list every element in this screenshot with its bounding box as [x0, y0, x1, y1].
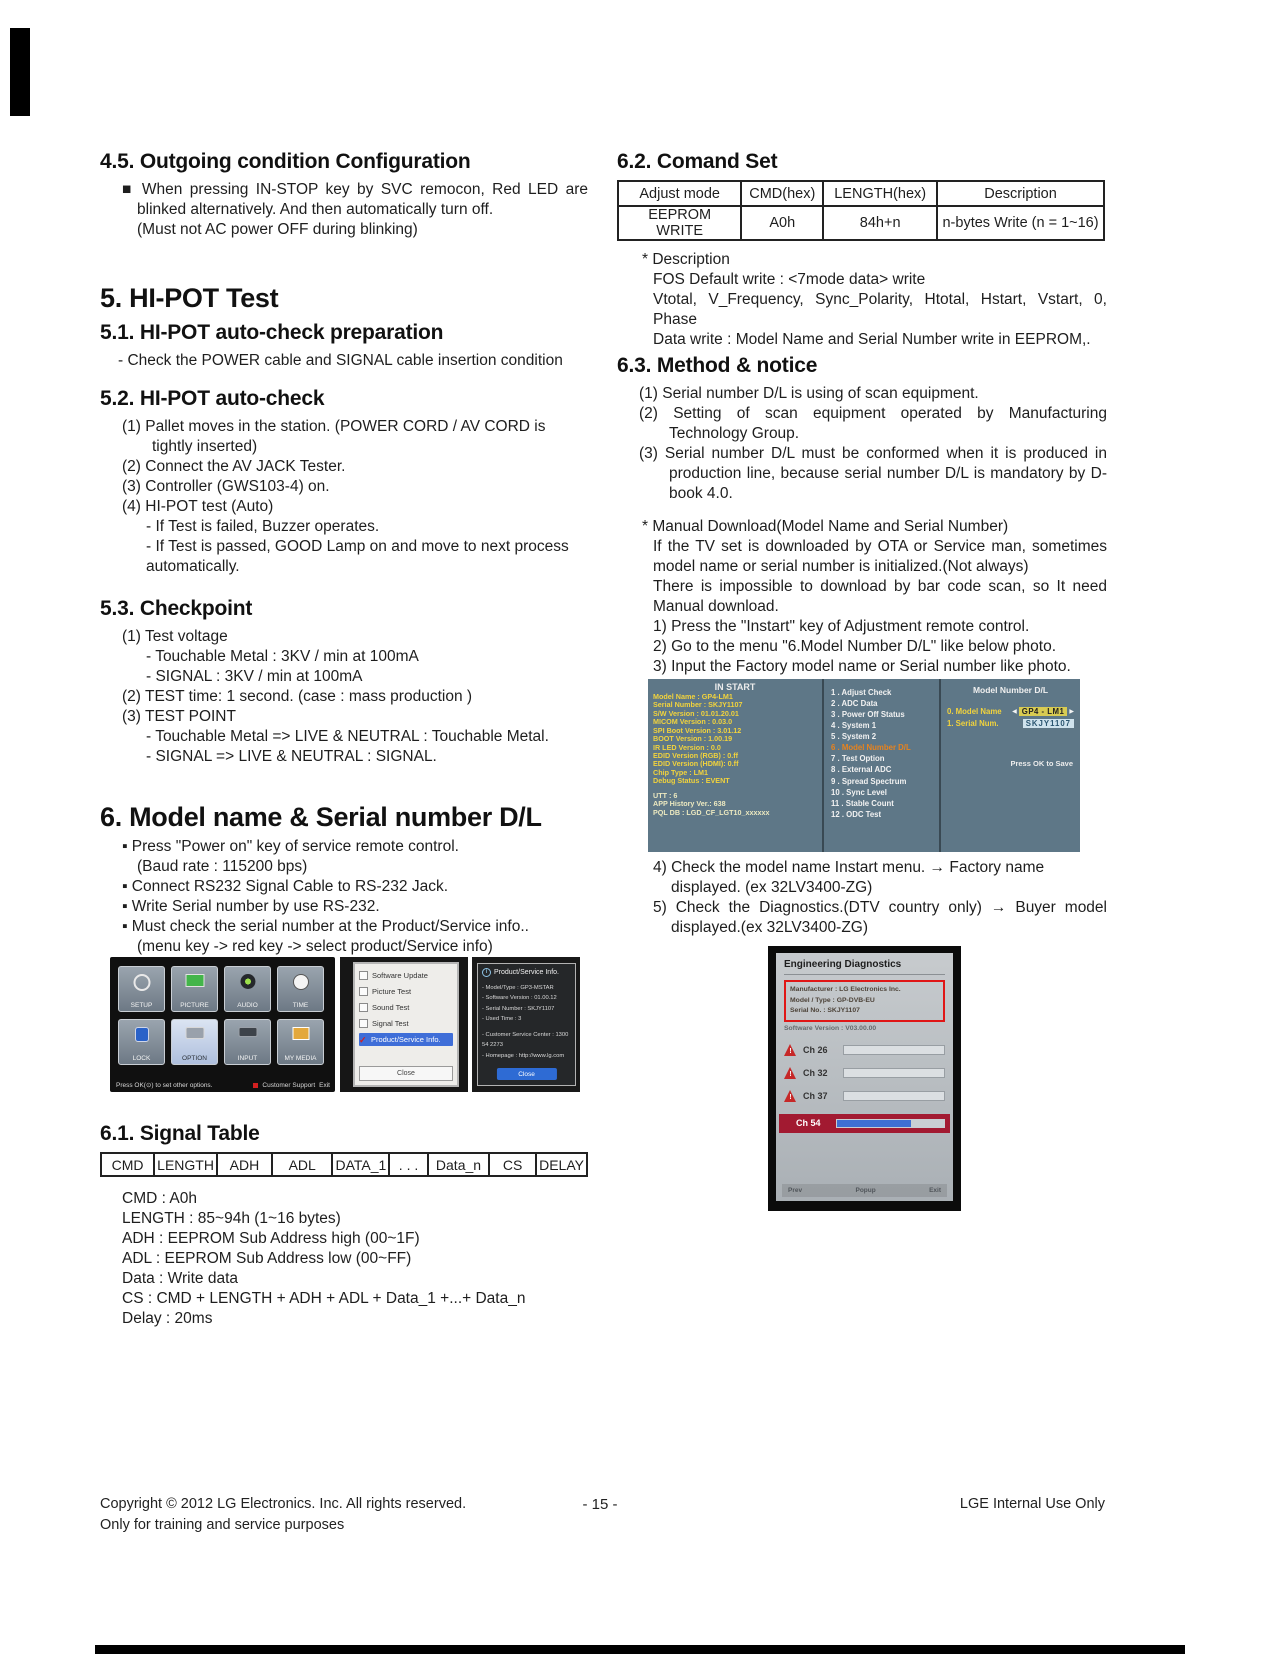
channel-label: Ch 32	[803, 1067, 828, 1078]
paragraph: (Must not AC power OFF during blinking)	[137, 220, 418, 238]
section-4-5	[100, 150, 588, 240]
section-5-2	[100, 387, 588, 577]
plug-icon	[238, 1027, 257, 1037]
dialog-item-label: Signal Test	[372, 1019, 409, 1028]
clock-icon	[293, 974, 309, 990]
customer-support-label: Customer Support	[262, 1081, 316, 1089]
instart-info-pane	[648, 679, 824, 852]
manual-download-heading: * Manual Download(Model Name and Serial Number)	[642, 517, 1009, 535]
info-line: - Software Version : 01.00.12	[482, 995, 557, 1002]
list-item: (2) Setting of scan equipment operated by Manufacturing Technology Group.	[639, 404, 1107, 442]
section-5-3-title: 5.3. Checkpoint	[100, 597, 253, 620]
command-col-header: Adjust mode	[618, 181, 741, 206]
paragraph: If the TV set is downloaded by OTA or Service man, sometimes model name or serial number is initialized.(Not always)	[653, 537, 1107, 575]
press-ok-hint: Press OK to Save	[1010, 759, 1073, 768]
diagnostics-highlight-box	[784, 980, 945, 1022]
command-cell: EEPROM WRITE	[618, 206, 741, 240]
signal-bar	[843, 1068, 945, 1078]
list-item: (1) Test voltage	[122, 628, 228, 645]
step-line: 5) Check the Diagnostics.(DTV country only) → Buyer model displayed.(ex 32LV3400-ZG)	[653, 898, 1107, 936]
instart-menu-item: 1 . Adjust Check	[831, 688, 892, 697]
instart-menu-item: 11 . Stable Count	[831, 798, 894, 808]
info-panel-title: Product/Service Info.	[494, 969, 559, 976]
signal-table	[100, 1152, 588, 1177]
dialog-item	[359, 969, 453, 982]
info-line: - Used Time : 3	[482, 1016, 522, 1023]
dialog-item-label: Product/Service Info.	[371, 1035, 441, 1044]
list-subitem: (menu key -> red key -> select product/Service info)	[137, 937, 493, 955]
test-dialog	[353, 962, 459, 1087]
checkbox-icon	[359, 987, 368, 996]
info-lines	[482, 1030, 571, 1061]
signal-col-header: DELAY	[536, 1153, 587, 1176]
description-line: Data write : Model Name and Serial Number write in EEPROM,.	[653, 330, 1091, 348]
instart-line: IR LED Version : 0.0	[653, 742, 721, 752]
list-subitem: - Touchable Metal : 3KV / min at 100mA	[146, 647, 419, 665]
section-6-3	[617, 354, 1107, 677]
signal-col-header: LENGTH	[154, 1153, 217, 1176]
list-subitem: - SIGNAL => LIVE & NEUTRAL : SIGNAL.	[146, 747, 437, 765]
menu-tile-label: MY MEDIA	[284, 1055, 317, 1062]
section-6-3-title: 6.3. Method & notice	[617, 354, 818, 377]
info-line: - Homepage : http://www.lg.com	[482, 1052, 565, 1059]
instart-line: MICOM Version : 0.03.0	[653, 717, 733, 727]
info-line: - Model/Type : GP3-MSTAR	[482, 985, 554, 991]
instart-line: APP History Ver.: 638	[653, 799, 726, 809]
list-item: ▪ Must check the serial number at the Product/Service info..	[122, 917, 529, 935]
popup-label: Popup	[855, 1187, 876, 1194]
channel-row	[784, 1065, 945, 1081]
page-number: - 15 -	[582, 1496, 618, 1513]
channel-row	[784, 1088, 945, 1104]
definition-line: Data : Write data	[122, 1269, 239, 1287]
list-item: (1) Pallet moves in the station. (POWER CORD / AV CORD is tightly inserted)	[122, 418, 546, 455]
list-subitem: - SIGNAL : 3KV / min at 100mA	[146, 667, 363, 685]
section-5	[100, 283, 588, 320]
section-5-title: 5. HI-POT Test	[100, 283, 279, 313]
toolbox-icon	[185, 1027, 204, 1039]
diagnostics-line: Serial No. : SKJY1107	[790, 1007, 860, 1015]
signal-col-header: Data_n	[428, 1153, 489, 1176]
model-name-label: 0. Model Name	[947, 707, 1002, 716]
instart-line: Model Name : GP4-LM1	[653, 692, 733, 701]
menu-tile-label: OPTION	[182, 1055, 207, 1062]
padlock-icon	[135, 1027, 149, 1042]
menu-tile-audio	[224, 966, 271, 1012]
screen-icon	[185, 974, 204, 987]
list-subitem: - Touchable Metal => LIVE & NEUTRAL : Touchable Metal.	[146, 727, 549, 745]
menu-tile-setup	[118, 966, 165, 1012]
channel-label: Ch 37	[803, 1090, 828, 1101]
command-col-header: Description	[937, 181, 1104, 206]
dialog-item	[359, 1017, 453, 1030]
warning-triangle-icon: !	[784, 1090, 797, 1102]
photo-tv-main-menu	[110, 957, 335, 1092]
paragraph: - Check the POWER cable and SIGNAL cable insertion condition	[118, 352, 563, 369]
serial-num-value: SKJY1107	[1023, 719, 1074, 728]
footer-right-label: LGE Internal Use Only	[959, 1496, 1105, 1512]
menu-tile-input	[224, 1019, 271, 1065]
list-item: (2) TEST time: 1 second. (case : mass production )	[122, 687, 473, 705]
instart-header: IN START	[714, 682, 756, 692]
dialog-item-label: Software Update	[372, 971, 428, 980]
instart-line: UTT : 6	[653, 790, 678, 800]
info-icon: i	[482, 968, 491, 977]
step-line: 3) Input the Factory model name or Serial number like photo.	[653, 657, 1071, 675]
menu-tile-label: SETUP	[130, 1002, 153, 1009]
signal-bar	[843, 1091, 945, 1101]
satellite-dish-icon	[133, 974, 150, 991]
description-line: Vtotal, V_Frequency, Sync_Polarity, Htotal, Hstart, Vstart, 0, Phase	[653, 290, 1107, 328]
serial-num-label: 1. Serial Num.	[947, 719, 999, 728]
instart-line: Debug Status : EVENT	[653, 776, 730, 786]
serial-num-row	[947, 719, 1074, 728]
checkbox-icon	[359, 971, 368, 980]
menu-tile-label: TIME	[292, 1002, 309, 1009]
instart-line: S/W Version : 01.01.20.01	[653, 708, 739, 718]
instart-line: EDID Version (RGB) : 0.ff	[653, 750, 739, 760]
photo-test-dialog	[340, 957, 468, 1092]
dialog-item-label: Picture Test	[372, 987, 412, 996]
menu-tile-label: INPUT	[237, 1055, 258, 1062]
instart-line: Chip Type : LM1	[653, 767, 708, 777]
prev-label: Prev	[788, 1187, 803, 1194]
menu-tile-grid	[118, 966, 324, 1065]
section-5-3	[100, 597, 588, 767]
instart-menu-item: 9 . Spread Spectrum	[831, 776, 907, 786]
warning-triangle-icon: !	[784, 1067, 797, 1079]
photo-engineering-diagnostics	[768, 946, 961, 1211]
command-cell: 84h+n	[823, 206, 937, 240]
command-col-header: LENGTH(hex)	[823, 181, 937, 206]
dialog-item-selected	[359, 1033, 453, 1046]
list-item: (3) Serial number D/L must be conformed when it is produced in production line, because serial number D/L is mandatory by D-book 4.0.	[639, 444, 1107, 502]
signal-col-header: . . .	[389, 1153, 427, 1176]
menu-tile-time	[277, 966, 324, 1012]
channel-row-selected	[779, 1114, 950, 1133]
instart-footer-lines	[653, 792, 817, 818]
instart-menu-pane	[824, 679, 941, 852]
instart-menu-item-highlighted: 6 . Model Number D/L	[831, 743, 911, 753]
dialog-item	[359, 985, 453, 998]
section-5-2-title: 5.2. HI-POT auto-check	[100, 387, 325, 410]
step-line: 1) Press the "Instart" key of Adjustment remote control.	[653, 617, 1030, 635]
model-name-value: GP4 - LM1	[1019, 707, 1068, 716]
info-line: - Customer Service Center : 1300 54 2273	[482, 1031, 569, 1049]
instart-line: SPI Boot Version : 3.01.12	[653, 725, 742, 735]
menu-tile-mymedia	[277, 1019, 324, 1065]
instart-menu-item: 10 . Sync Level	[831, 787, 887, 797]
list-item: ▪ Press "Power on" key of service remote control.	[122, 838, 459, 855]
checkbox-icon	[359, 1019, 368, 1028]
list-item: (1) Serial number D/L is using of scan equipment.	[639, 385, 979, 402]
info-panel	[477, 963, 576, 1086]
scan-artifact-bottom	[95, 1645, 1185, 1654]
signal-bar-fill	[837, 1120, 911, 1127]
section-6-2-title: 6.2. Comand Set	[617, 150, 778, 173]
command-cell: A0h	[741, 206, 823, 240]
speaker-icon	[240, 974, 255, 989]
definition-line: Delay : 20ms	[122, 1309, 213, 1327]
channel-label: Ch 54	[796, 1118, 821, 1129]
channel-row	[784, 1042, 945, 1058]
list-item: (3) Controller (GWS103-4) on.	[122, 477, 330, 495]
list-item: (2) Connect the AV JACK Tester.	[122, 457, 346, 475]
list-item: ▪ Write Serial number by use RS-232.	[122, 897, 380, 915]
dialog-close-button: Close	[359, 1066, 453, 1081]
section-6-3-steps	[617, 858, 1107, 938]
section-5-1-title: 5.1. HI-POT auto-check preparation	[100, 321, 444, 344]
instart-menu-item: 3 . Power Off Status	[831, 710, 905, 720]
list-item: ▪ Connect RS232 Signal Cable to RS-232 Jack.	[122, 877, 449, 895]
diagnostics-line: Model / Type : GP-DVB-EU	[790, 996, 875, 1004]
photo-instart-screen	[648, 679, 1080, 852]
info-line: - Serial Number : SKJY1107	[482, 1005, 555, 1012]
instart-line: EDID Version (HDMI): 0.ff	[653, 759, 739, 769]
menu-tile-picture	[171, 966, 218, 1012]
instart-line: Serial Number : SKJY1107	[653, 700, 743, 710]
command-cell: n-bytes Write (n = 1~16)	[937, 206, 1104, 240]
instart-line: PQL DB : LGD_CF_LGT10_xxxxxx	[653, 807, 770, 817]
paragraph: ■ When pressing IN-STOP key by SVC remocon, Red LED are blinked alternatively. And then automatically turn off.	[122, 181, 588, 218]
section-4-5-title: 4.5. Outgoing condition Configuration	[100, 150, 471, 173]
menu-tile-label: LOCK	[132, 1055, 151, 1062]
scan-artifact-top-left	[10, 28, 30, 116]
menu-tile-option-selected	[171, 1019, 218, 1065]
diagnostics-line: Manufacturer : LG Electronics Inc.	[790, 986, 901, 993]
step-line: 2) Go to the menu "6.Model Number D/L" like below photo.	[653, 637, 1057, 655]
definition-line: CMD : A0h	[122, 1190, 197, 1207]
arrow-right-icon: ▶	[1069, 709, 1074, 715]
exit-label: Exit	[319, 1081, 330, 1089]
instart-menu-item: 12 . ODC Test	[831, 809, 882, 819]
software-version-line: Software Version : V03.00.00	[784, 1024, 877, 1032]
description-line: FOS Default write : <7mode data> write	[653, 270, 926, 288]
signal-bar	[836, 1119, 945, 1128]
instart-menu-item: 4 . System 1	[831, 721, 877, 731]
list-item: (4) HI-POT test (Auto)	[122, 497, 274, 515]
copyright-line-2: Only for training and service purposes	[100, 1517, 345, 1534]
list-item: (3) TEST POINT	[122, 707, 236, 725]
menu-tile-lock	[118, 1019, 165, 1065]
list-subitem: - If Test is failed, Buzzer operates.	[146, 517, 380, 535]
dialog-item	[359, 1001, 453, 1014]
definition-line: ADL : EEPROM Sub Address low (00~FF)	[122, 1249, 412, 1267]
model-number-dl-pane	[941, 679, 1080, 852]
warning-triangle-icon: !	[784, 1044, 797, 1056]
step-line: 4) Check the model name Instart menu. → Factory name displayed. (ex 32LV3400-ZG)	[653, 859, 1045, 896]
instart-menu-item: 8 . External ADC	[831, 765, 892, 775]
instart-menu-item: 2 . ADC Data	[831, 699, 878, 709]
instart-menu-item: 5 . System 2	[831, 732, 877, 742]
menu-tile-label: AUDIO	[237, 1002, 258, 1009]
info-panel-title-row	[482, 968, 571, 977]
photo-product-service-info	[472, 957, 580, 1092]
instart-line: BOOT Version : 1.00.19	[653, 734, 733, 744]
model-number-dl-title: Model Number D/L	[972, 685, 1049, 695]
signal-col-header: ADL	[272, 1153, 333, 1176]
section-6-2	[617, 150, 1107, 350]
instart-menu-item: 7 . Test Option	[831, 754, 885, 764]
dialog-item-label: Sound Test	[372, 1003, 410, 1012]
diagnostics-footer-bar	[782, 1184, 947, 1197]
channel-label: Ch 26	[803, 1044, 828, 1055]
table-row	[618, 206, 1104, 240]
definition-line: LENGTH : 85~94h (1~16 bytes)	[122, 1209, 341, 1227]
info-close-button: Close	[496, 1068, 556, 1080]
signal-col-header: DATA_1	[332, 1153, 389, 1176]
menu-hint: Press OK(⊙) to set other options.	[116, 1082, 213, 1089]
section-6-title: 6. Model name & Serial number D/L	[100, 802, 542, 832]
command-col-header: CMD(hex)	[741, 181, 823, 206]
red-check-icon: ✓	[359, 1034, 367, 1045]
signal-bar	[843, 1045, 945, 1055]
description-heading: * Description	[642, 251, 730, 268]
section-6	[100, 802, 588, 957]
model-name-row	[947, 707, 1074, 716]
definition-line: CS : CMD + LENGTH + ADH + ADL + Data_1 +...+ Data_n	[122, 1289, 526, 1307]
copyright-line-1: Copyright © 2012 LG Electronics. Inc. All rights reserved.	[100, 1496, 467, 1512]
info-lines	[482, 983, 571, 1025]
red-key-icon	[253, 1083, 258, 1088]
signal-col-header: CS	[489, 1153, 536, 1176]
exit-label: Exit	[929, 1187, 941, 1194]
section-6-1-title: 6.1. Signal Table	[100, 1122, 260, 1145]
diagnostics-panel	[776, 953, 953, 1201]
paragraph: There is impossible to download by bar code scan, so It need Manual download.	[653, 577, 1107, 615]
diagnostics-title: Engineering Diagnostics	[784, 959, 945, 975]
section-5-1	[100, 321, 588, 371]
arrow-left-icon: ◀	[1012, 709, 1017, 715]
list-subitem: - If Test is passed, GOOD Lamp on and move to next process automatically.	[146, 537, 569, 575]
signal-col-header: ADH	[217, 1153, 272, 1176]
photos-icon	[292, 1027, 309, 1040]
menu-bottom-bar	[116, 1081, 330, 1089]
checkbox-icon	[359, 1003, 368, 1012]
command-set-table	[617, 180, 1105, 241]
list-subitem: (Baud rate : 115200 bps)	[137, 857, 308, 875]
section-6-1	[100, 1122, 588, 1329]
signal-col-header: CMD	[101, 1153, 154, 1176]
definition-line: ADH : EEPROM Sub Address high (00~1F)	[122, 1229, 420, 1247]
menu-tile-label: PICTURE	[180, 1002, 209, 1009]
